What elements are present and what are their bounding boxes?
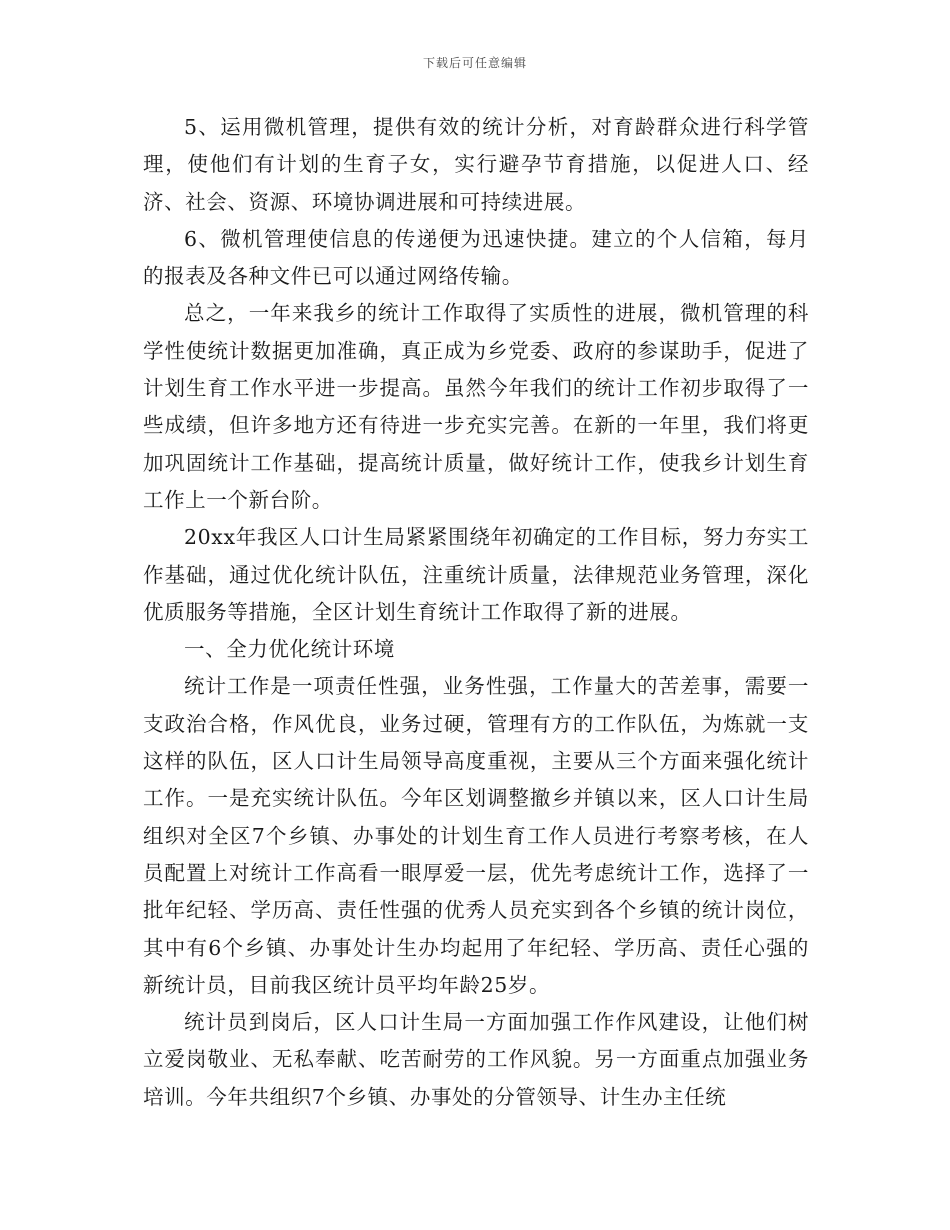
paragraph-5-microcomputer-analysis: 5、运用微机管理，提供有效的统计分析，对育龄群众进行科学管理，使他们有计划的生育子女，实行避孕节育措施，以促进人口、经济、社会、资源、环境协调进展和可持续进展。 bbox=[143, 115, 809, 214]
page-header: 下载后可任意编辑 bbox=[422, 56, 527, 70]
document-body bbox=[143, 109, 809, 1116]
paragraph-6-information-transfer: 6、微机管理使信息的传递便为迅速快捷。建立的个人信箱，每月的报表及各种文件已可以通过网络传输。 bbox=[143, 226, 809, 289]
paragraph-training: 统计员到岗后，区人口计生局一方面加强工作作风建设，让他们树立爱岗敬业、无私奉献、吃苦耐劳的工作风貌。另一方面重点加强业务培训。今年共组织7个乡镇、办事处的分管领导、计生办主任统 bbox=[143, 1010, 809, 1109]
section-heading-1: 一、全力优化统计环境 bbox=[184, 637, 395, 662]
paragraph-statistics-team: 统计工作是一项责任性强，业务性强，工作量大的苦差事，需要一支政治合格，作风优良，业务过硬，管理有方的工作队伍，为炼就一支这样的队伍，区人口计生局领导高度重视，主要从三个方面来强化统计工作。一是充实统计队伍。今年区划调整撤乡并镇以来，区人口计生局组织对全区7个乡镇、办事处的计划生育工作人员进行考察考核，在人员配置上对统计工作高看一眼厚爱一层，优先考虑统计工作，选择了一批年纪轻、学历高、责任性强的优秀人员充实到各个乡镇的统计岗位，其中有6个乡镇、办事处计生办均起用了年纪轻、学历高、责任心强的新统计员，目前我区统计员平均年龄25岁。 bbox=[143, 674, 809, 997]
paragraph-annual-overview: 20xx年我区人口计生局紧紧围绕年初确定的工作目标，努力夯实工作基础，通过优化统计队伍，注重统计质量，法律规范业务管理，深化优质服务等措施，全区计划生育统计工作取得了新的进展。 bbox=[143, 525, 809, 624]
paragraph-summary: 总之，一年来我乡的统计工作取得了实质性的进展，微机管理的科学性使统计数据更加准确，真正成为乡党委、政府的参谋助手，促进了计划生育工作水平进一步提高。虽然今年我们的统计工作初步取得了一些成绩，但许多地方还有待进一步充实完善。在新的一年里，我们将更加巩固统计工作基础，提高统计质量，做好统计工作，使我乡计划生育工作上一个新台阶。 bbox=[143, 301, 809, 512]
